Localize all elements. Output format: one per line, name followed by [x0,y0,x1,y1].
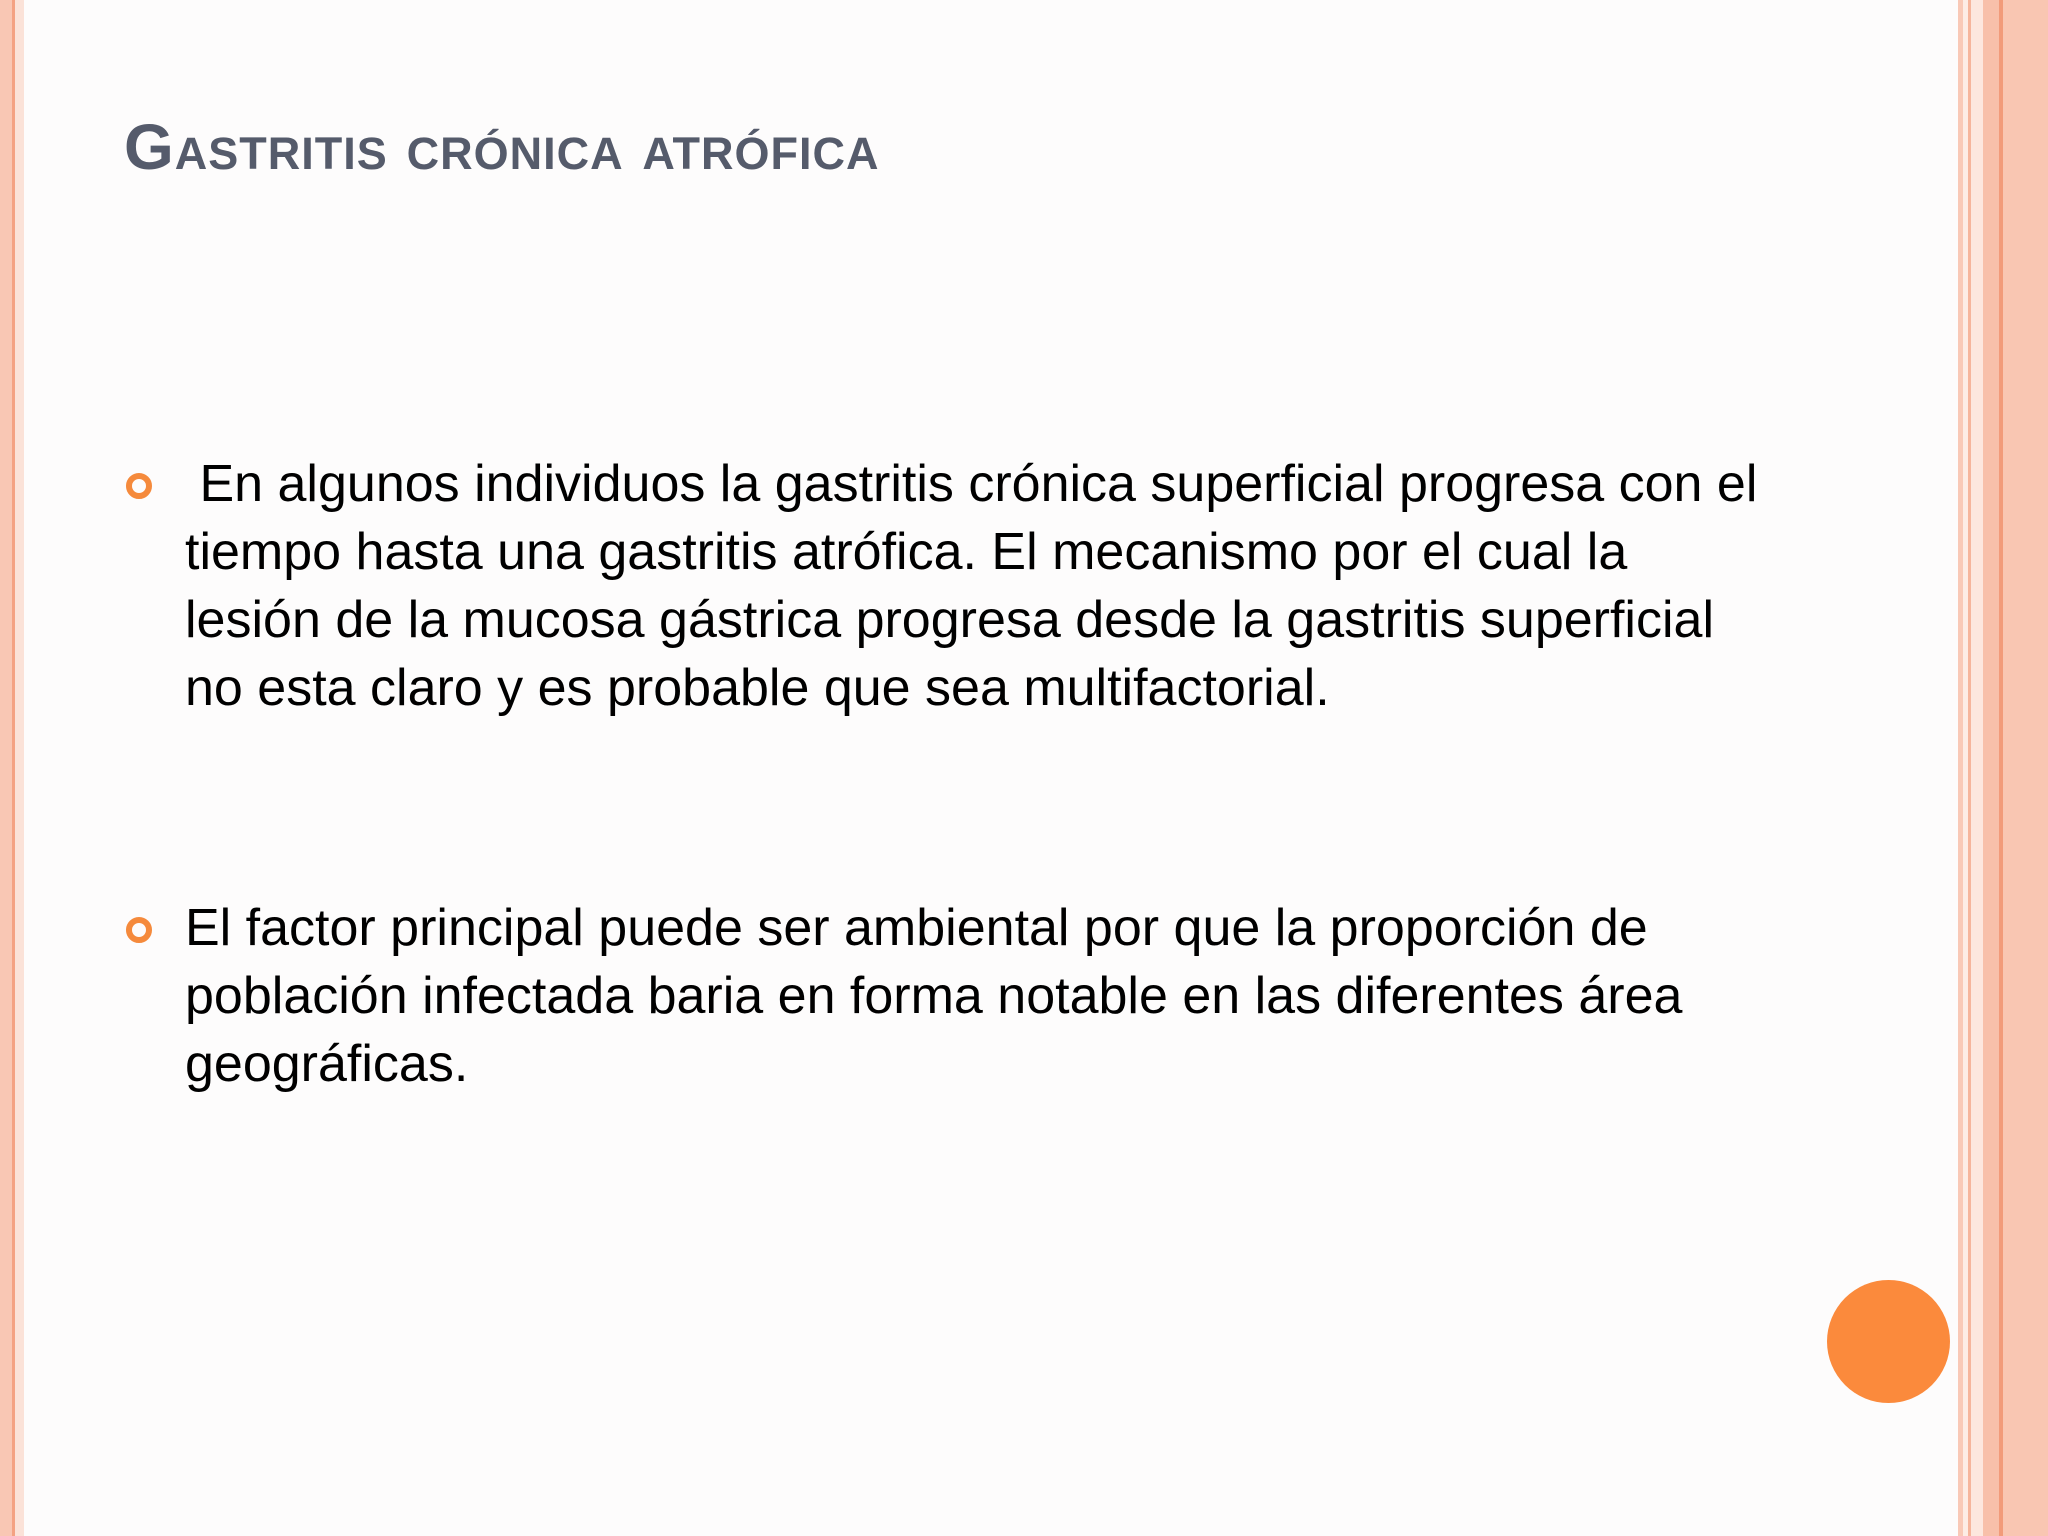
bullet-list-1 [124,450,1772,722]
bullet-item [124,450,1772,722]
left-border-stripe [0,0,12,1536]
hollow-circle-bullet-icon [126,473,152,499]
bullet-list-2 [124,894,1764,1098]
right-border-band [2003,0,2048,1536]
bullet-text: En algunos individuos la gastritis crónica superficial progresa con el tiempo hasta una gastritis atrófica. El mecanismo por el cual la lesión de la mucosa gástrica progresa desde la gastritis superficial no esta claro y es probable que sea multifactorial. [185,455,1772,717]
bullet-item [124,894,1764,1098]
right-border-stripe-4 [1983,0,1999,1536]
hollow-circle-bullet-icon [126,917,152,943]
left-border-inner [15,0,24,1536]
orange-circle-icon [1827,1280,1950,1403]
bullet-text: El factor principal puede ser ambiental por que la proporción de población infectada baria en forma notable en las diferentes área geográficas. [185,899,1683,1093]
slide-title: Gastritis crónica atrófica [124,111,880,183]
right-border-stripe-3 [1971,0,1983,1536]
